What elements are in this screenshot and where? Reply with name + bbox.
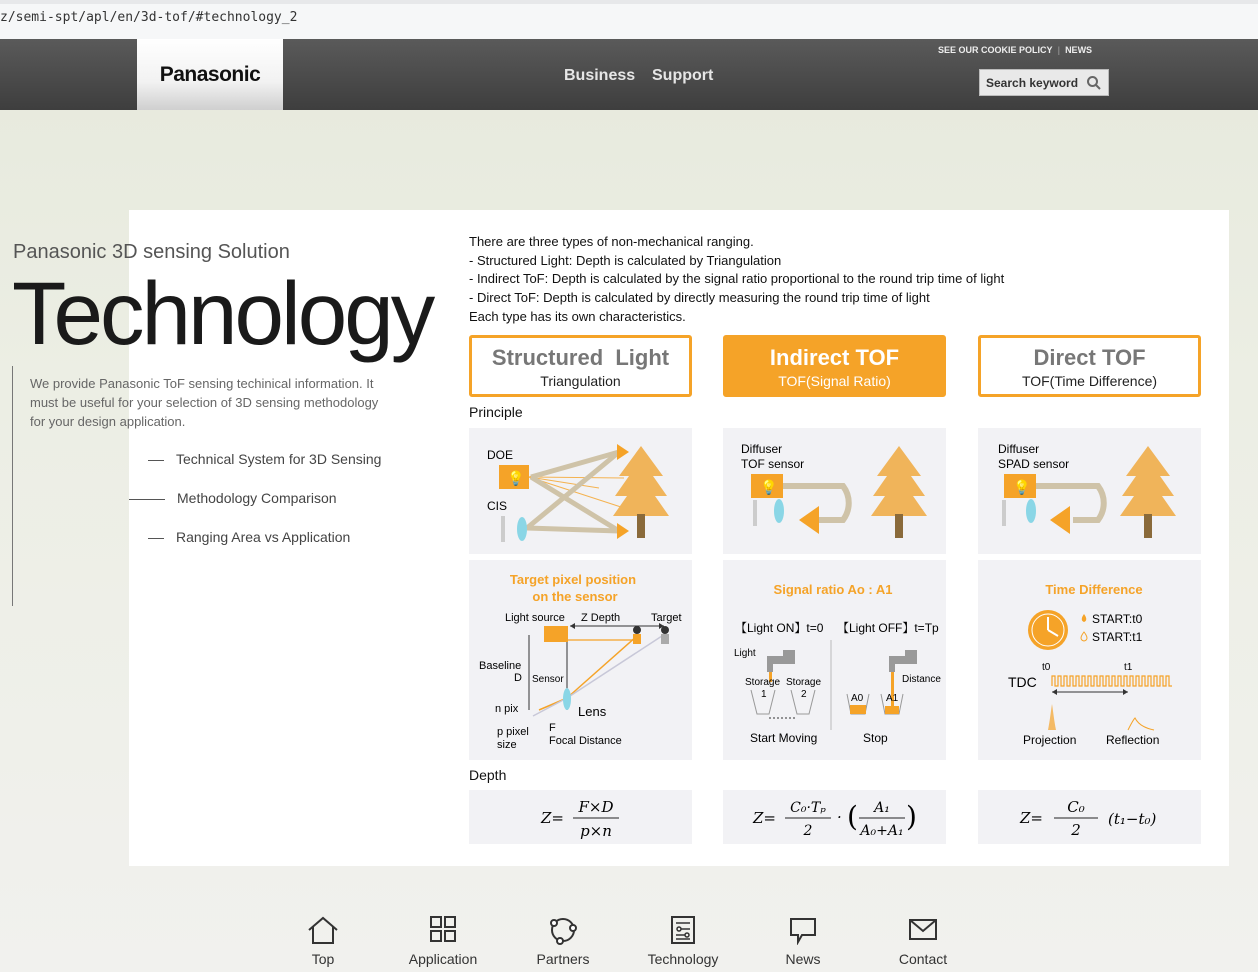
light-on-label: 【Light ON】t=0	[735, 621, 824, 635]
intro-line: - Structured Light: Depth is calculated by Triangulation	[469, 252, 782, 268]
dtof-time-diagram	[978, 560, 1201, 760]
reflection-label: Reflection	[1106, 733, 1160, 747]
depth-label: Depth	[469, 767, 507, 783]
lens-icon	[563, 688, 571, 710]
p-pixel-label: p pixel	[497, 726, 529, 738]
svg-text:💡: 💡	[1013, 479, 1031, 495]
formula-dtof-svg	[978, 790, 1201, 844]
stop-label: Stop	[863, 731, 888, 745]
intro-line: Each type has its own characteristics.	[469, 308, 686, 324]
formula-denominator-2: A₀+A₁	[860, 823, 904, 839]
a1-label: A1	[886, 693, 899, 704]
clock-icon	[1028, 610, 1068, 650]
a0-label: A0	[851, 693, 864, 704]
target-label: Target	[651, 612, 682, 624]
itof-principle-diagram	[723, 428, 946, 554]
intro-line: There are three types of non-mechanical ranging.	[469, 234, 754, 249]
menu-item-technical-system[interactable]	[148, 451, 381, 467]
detail-structured-light	[469, 560, 692, 760]
principle-label: Principle	[469, 404, 523, 420]
arrow-icon	[1050, 506, 1070, 534]
page-title: Technology	[12, 263, 433, 363]
detail-indirect-tof	[723, 560, 946, 760]
formula-numerator: F×D	[578, 798, 614, 816]
hero-divider	[12, 366, 13, 606]
logo-text: Panasonic	[159, 62, 261, 86]
baseline-label: Baseline	[479, 660, 522, 672]
person-icon	[661, 626, 669, 644]
z-depth-label: Z Depth	[581, 612, 621, 624]
formula-denominator: p×n	[580, 822, 612, 840]
tree-icon	[871, 446, 927, 538]
person-icon	[633, 626, 641, 644]
cis-label: CIS	[487, 499, 508, 513]
menu-label: Methodology Comparison	[177, 490, 337, 506]
itof-signal-diagram	[723, 560, 946, 760]
sl-title-1: Target pixel position	[509, 572, 637, 587]
tree-icon	[613, 446, 669, 538]
cookie-policy-link[interactable]: SEE OUR COOKIE POLICY	[938, 45, 1053, 55]
n-pix-label: n pix	[495, 703, 519, 715]
footer-top[interactable]	[268, 915, 378, 967]
arrow-icon	[617, 523, 629, 539]
footer-label: Contact	[898, 951, 948, 967]
footer-label: Application	[408, 951, 478, 967]
diffuser-label: Diffuser	[998, 442, 1040, 456]
formula-numerator: C₀·Tₚ	[790, 800, 826, 816]
t0-label: t0	[1042, 662, 1051, 673]
top-links: SEE OUR COOKIE POLICY | NEWS	[938, 45, 1093, 55]
formula-numerator: C₀	[1067, 798, 1085, 816]
svg-text:): )	[906, 800, 917, 833]
formula-structured-light	[469, 790, 692, 844]
principle-direct-tof	[978, 428, 1201, 554]
search-icon[interactable]	[1086, 75, 1102, 91]
intro-line: - Indirect ToF: Depth is calculated by the signal ratio proportional to the round trip time of light	[469, 271, 1005, 287]
footer-label: Technology	[647, 951, 719, 967]
hero-subtitle: Panasonic 3D sensing Solution	[13, 241, 290, 263]
storage1-label: Storage	[745, 677, 781, 688]
search-box[interactable]	[979, 69, 1109, 96]
formula-rhs: (t₁−t₀)	[1108, 810, 1157, 828]
type-title: Indirect TOF	[769, 345, 900, 370]
lens-label: Lens	[578, 704, 607, 719]
address-bar[interactable]	[0, 0, 1258, 39]
sensor-label: TOF sensor	[741, 457, 805, 471]
dtof-title: Time Difference	[1045, 582, 1143, 597]
envelope-icon	[906, 915, 940, 945]
footer-application[interactable]	[388, 915, 498, 967]
footer-label: News	[785, 951, 821, 967]
faucet-icon	[767, 650, 795, 672]
footer-label: Partners	[536, 951, 590, 967]
sl-title-2: on the sensor	[532, 589, 618, 604]
principle-indirect-tof	[723, 428, 946, 554]
light-off-label: 【Light OFF】t=Tp	[837, 621, 939, 635]
hero-description: We provide Panasonic ToF sensing techinical information. It must be useful for your selection of 3D sensing methodology for your design application.	[30, 376, 379, 429]
sl-principle-diagram	[469, 428, 692, 554]
nav-support[interactable]: Support	[652, 67, 714, 84]
circuit-board-icon	[666, 915, 700, 945]
arrow-icon	[617, 444, 629, 460]
svg-text:💡: 💡	[760, 479, 778, 495]
f-label: F	[549, 722, 556, 734]
light-source-label: Light source	[505, 612, 565, 624]
footer-partners[interactable]	[508, 915, 618, 967]
light-label: Light	[734, 648, 756, 659]
intro-line: - Direct ToF: Depth is calculated by directly measuring the round trip time of light	[469, 290, 930, 306]
home-icon	[306, 915, 340, 945]
drop-filled-icon	[1082, 614, 1087, 622]
menu-label: Ranging Area vs Application	[176, 529, 351, 545]
tree-icon	[1120, 446, 1176, 538]
d-label: D	[514, 672, 522, 684]
speech-bubble-icon	[786, 915, 820, 945]
type-title: Structured Light	[491, 345, 670, 370]
itof-title: Signal ratio Ao : A1	[773, 582, 893, 597]
type-structured-light[interactable]	[469, 335, 692, 397]
principle-structured-light	[469, 428, 692, 554]
search-input[interactable]: Search keyword	[986, 76, 1079, 90]
svg-text:💡: 💡	[507, 470, 525, 486]
svg-text:(: (	[847, 800, 858, 833]
footer-contact[interactable]	[868, 915, 978, 967]
menu-label: Technical System for 3D Sensing	[176, 451, 382, 467]
detail-direct-tof	[978, 560, 1201, 760]
url-text[interactable]: z/semi-spt/apl/en/3d-tof/#technology_2	[0, 10, 298, 25]
formula-numerator-2: A₁	[874, 800, 890, 816]
start-t1-label: START:t1	[1092, 630, 1143, 644]
formula-lhs: Z=	[1020, 809, 1043, 827]
arrow-icon	[799, 506, 819, 534]
formula-denominator: 2	[803, 823, 813, 839]
diffuser-label: Diffuser	[741, 442, 783, 456]
formula-lhs: Z=	[753, 809, 776, 827]
storage2-number: 2	[801, 689, 807, 700]
formula-itof-svg	[723, 790, 946, 844]
dtof-principle-diagram	[978, 428, 1201, 554]
type-indirect-tof[interactable]	[723, 335, 946, 397]
type-title: Direct TOF	[1033, 345, 1146, 370]
formula-sl-svg	[469, 790, 692, 844]
drop-outline-icon	[1081, 632, 1087, 641]
spad-sensor-label: SPAD sensor	[998, 457, 1070, 471]
start-moving-label: Start Moving	[750, 731, 818, 745]
type-sub: TOF(Time Difference)	[1021, 373, 1158, 389]
site-header	[0, 39, 1258, 110]
formula-direct-tof	[978, 790, 1201, 844]
menu-item-methodology[interactable]	[129, 490, 337, 506]
intro-text	[469, 233, 1004, 327]
footer-label: Top	[311, 951, 335, 967]
panasonic-logo[interactable]	[137, 39, 283, 110]
t1-label: t1	[1124, 662, 1133, 673]
doe-label: DOE	[487, 448, 514, 462]
formula-indirect-tof	[723, 790, 946, 844]
storage1-number: 1	[761, 689, 767, 700]
projection-label: Projection	[1023, 733, 1077, 747]
partners-icon	[546, 915, 580, 945]
storage2-label: Storage	[786, 677, 822, 688]
formula-lhs: Z=	[541, 809, 564, 827]
sensor-label: Sensor	[532, 674, 564, 685]
size-label: size	[497, 739, 517, 751]
faucet-icon	[889, 650, 917, 672]
sl-triangulation-diagram	[469, 560, 692, 760]
type-sub: TOF(Signal Ratio)	[778, 373, 891, 389]
footer-news[interactable]	[748, 915, 858, 967]
footer-technology[interactable]	[628, 915, 738, 967]
menu-item-ranging-area[interactable]	[148, 529, 350, 545]
start-t0-label: START:t0	[1092, 612, 1143, 626]
tdc-label: TDC	[1008, 674, 1037, 690]
grid-icon	[426, 915, 460, 945]
type-sub: Triangulation	[540, 373, 621, 389]
nav-business[interactable]: Business	[564, 67, 636, 84]
news-link[interactable]: NEWS	[1065, 45, 1093, 55]
distance-label: Distance	[902, 674, 941, 685]
formula-dot: ·	[837, 808, 842, 826]
formula-denominator: 2	[1071, 821, 1081, 839]
type-direct-tof[interactable]	[978, 335, 1201, 397]
focal-distance-label: Focal Distance	[549, 735, 622, 747]
